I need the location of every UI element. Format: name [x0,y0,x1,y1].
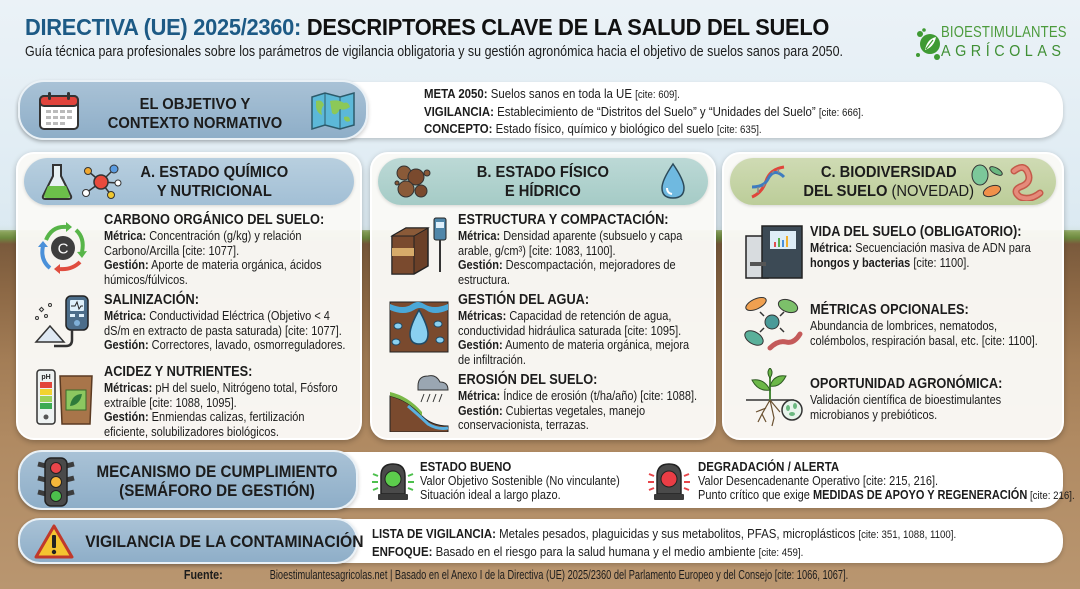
erosion-rain-icon [386,372,452,432]
traffic-light-icon [36,456,76,508]
leaf-droplet-icon [915,26,941,62]
card-physical-state [370,152,716,440]
conductivity-meter-icon [32,292,94,352]
card-c-title: C. BIODIVERSIDAD DEL SUELO (NOVEDAD) [803,163,975,200]
molecule-icon [80,163,122,201]
water-drop-icon [658,162,688,200]
card-a-title: A. ESTADO QUÍMICO Y NUTRICIONAL [140,163,288,200]
logo-line1: BIOESTIMULANTES [941,24,1067,41]
title-highlight: DIRECTIVA (UE) 2025/2360: [25,14,302,40]
status-alert [698,460,1075,503]
contamination-pill [18,518,364,564]
compliance-label [93,463,341,501]
page-header [25,14,1065,70]
green-beacon-icon [372,458,414,502]
objective-label-line2: CONTEXTO NORMATIVO [107,115,283,132]
soil-organisms-icon [742,294,804,354]
objective-line-concepto: CONCEPTO: Estado físico, químico y biológico del suelo [cite: 635]. [424,121,762,136]
footer-key: Fuente: [184,568,224,582]
item-text: ACIDEZ Y NUTRIENTES: Métricas: pH del suelo, Nitrógeno total, Fósforo extraíble [cite: 1088, 1095]. Gestión: Enmiendas calizas, fertilización eficiente, solubilizadores biológicos. [104,364,338,439]
logo-line2: AGRÍCOLAS [941,43,1066,60]
earthworm-icon [1008,163,1044,201]
objective-pill [18,80,368,140]
dna-icon [748,163,788,201]
contamination-label: VIGILANCIA DE LA CONTAMINACIÓN [85,532,364,551]
objective-label [98,95,291,133]
svg-text:pH: pH [41,374,51,381]
svg-text:C: C [57,240,69,258]
page-title [25,14,992,41]
status-good-title: ESTADO BUENO [420,459,512,474]
soil-aggregates-icon [394,163,434,201]
status-good-line1: Valor Objetivo Sostenible (No vinculante) [420,474,620,488]
plant-roots-microbes-icon [744,368,806,428]
world-map-icon [310,91,356,131]
red-beacon-icon [648,458,690,502]
item-text: VIDA DEL SUELO (OBLIGATORIO): Métrica: Secuenciación masiva de ADN para hongos y bacterias [cite: 1100]. [810,224,1031,270]
item-text: SALINIZACIÓN: Métrica: Conductividad Eléctrica (Objetivo < 4 dS/m en extracto de pasta saturada) [cite: 1077]. Gestión: Correctores, lavado, osmorreguladores. [104,292,346,352]
status-alert-line1: Valor Desencadenante Operativo [cite: 215, 216]. [698,474,939,488]
carbon-cycle-icon [32,218,94,278]
objective-details [424,86,864,139]
card-b-header [378,158,708,205]
brand-logo [915,22,1075,66]
status-good [420,460,620,502]
card-c-header [730,158,1056,205]
flask-icon [40,163,74,201]
item-text: MÉTRICAS OPCIONALES: Abundancia de lombrices, nematodos, colémbolos, respiración basal, etc. [cite: 1100]. [810,302,1038,348]
source-footer [0,568,1080,582]
dna-sequencer-icon [744,222,806,282]
item-text: OPORTUNIDAD AGRONÓMICA: Validación científica de bioestimulantes microbianos y prebióticos. [810,376,1003,422]
item-text: GESTIÓN DEL AGUA: Métricas: Capacidad de retención de agua, conductividad hidráulica saturada [cite: 1095]. Gestión: Aumento de materia orgánica, mejora de infiltración. [458,292,690,367]
bacteria-icon [968,163,1006,201]
item-text: EROSIÓN DEL SUELO: Métrica: Índice de erosión (t/ha/año) [cite: 1088]. Gestión: Cubiertas vegetales, manejo conservacionista, terrazas. [458,372,698,432]
compliance-label-line1: MECANISMO DE CUMPLIMIENTO [96,463,338,481]
item-text: ESTRUCTURA Y COMPACTACIÓN: Métrica: Densidad aparente (subsuelo y capa arable, g/cm³) [cite: 1083, 1100]. Gestión: Descompactación, mejoradores de estructura. [458,212,683,287]
compliance-label-line2: (SEMÁFORO DE GESTIÓN) [119,482,315,500]
card-biodiversity [722,152,1064,440]
card-a-header [24,158,354,205]
card-chemical-state [16,152,362,440]
objective-line-meta: META 2050: Suelos sanos en toda la UE [cite: 609]. [424,86,680,101]
status-alert-title: DEGRADACIÓN / ALERTA [698,459,840,474]
title-rest: DESCRIPTORES CLAVE DE LA SALUD DEL SUELO [306,14,830,40]
calendar-icon [38,91,80,131]
card-b-title: B. ESTADO FÍSICO E HÍDRICO [476,163,610,200]
warning-triangle-icon [34,524,74,560]
item-text: CARBONO ORGÁNICO DEL SUELO: Métrica: Concentración (g/kg) y relación Carbono/Arcilla [cite: 1077]. Gestión: Aporte de materia orgánica, ácidos húmicos/fúlvicos. [104,212,325,287]
contamination-details [372,526,956,561]
status-alert-line2: Punto crítico que exige MEDIDAS DE APOYO Y REGENERACIÓN [cite: 216]. [698,488,1075,502]
objective-line-vigilancia: VIGILANCIA: Establecimiento de “Distritos del Suelo” y “Unidades del Suelo” [cite: 666]. [424,103,864,119]
objective-label-line1: EL OBJETIVO Y [139,96,251,113]
contamination-line-list: LISTA DE VIGILANCIA: Metales pesados, plaguicidas y sus metabolitos, PFAS, microplásticos [cite: 351, 1088, 1100]. [372,526,957,541]
page-subtitle: Guía técnica para profesionales sobre los parámetros de vigilancia obligatoria y su gestión agronómica hacia el objetivo de suelos sanos para 2050. [25,44,843,60]
compliance-pill [18,450,358,510]
water-infiltration-icon [386,296,452,356]
status-good-line2: Situación ideal a largo plazo. [420,488,561,502]
contamination-line-focus: ENFOQUE: Basado en el riesgo para la salud humana y el medio ambiente [cite: 459]. [372,543,804,559]
ph-strip-fertilizer-icon [32,368,98,428]
footer-text: Bioestimulantesagricolas.net | Basado en el Anexo I de la Directiva (UE) 2025/2360 del Parlamento Europeo y del Consejo [cite: 1066, 1067]. [270,568,849,582]
soil-profile-probe-icon [386,216,452,276]
